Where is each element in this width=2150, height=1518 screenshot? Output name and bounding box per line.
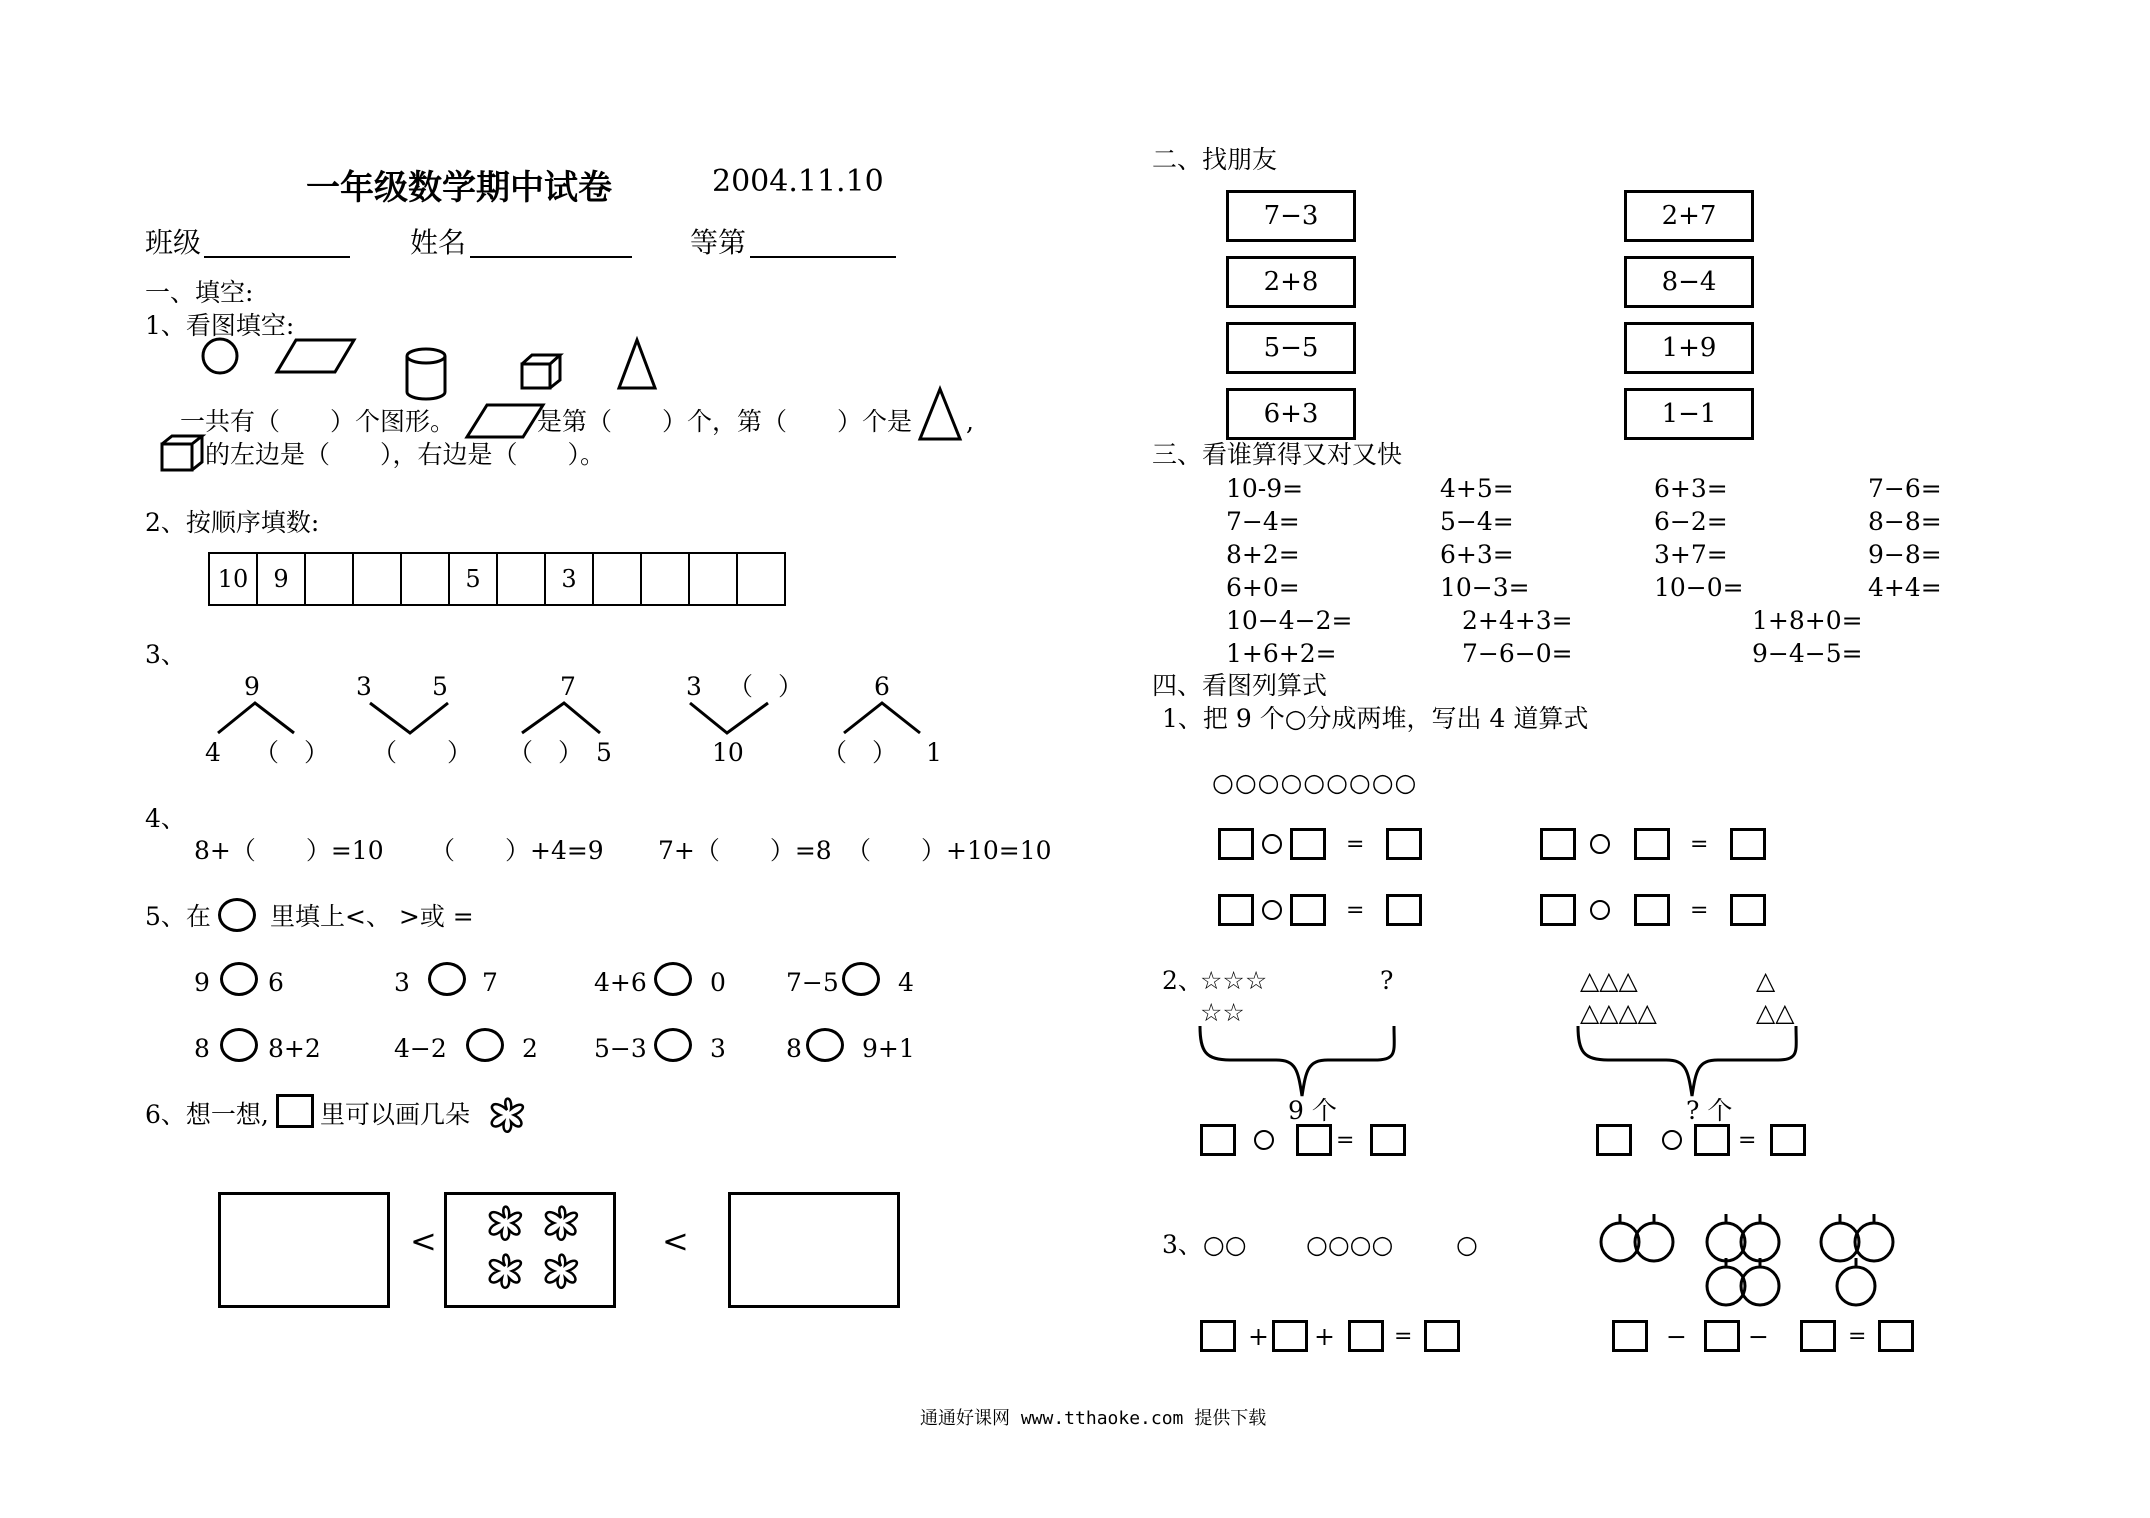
- calc-item[interactable]: 10−0=: [1654, 573, 1744, 602]
- seq-cell[interactable]: 3: [546, 554, 594, 604]
- friend-box-right[interactable]: 8−4: [1624, 256, 1754, 308]
- section-2-heading: 二、找朋友: [1152, 145, 1278, 174]
- footer-credit: 通通好课网 www.tthaoke.com 提供下载: [920, 1408, 1267, 1429]
- answer-square[interactable]: [1200, 1320, 1236, 1352]
- q6-label: 6、想一想,: [145, 1100, 269, 1129]
- q5-label: 5、在: [145, 902, 211, 931]
- cmp-right: 4: [898, 968, 914, 997]
- calc-item[interactable]: 6+3=: [1440, 540, 1514, 569]
- calc-item[interactable]: 8+2=: [1226, 540, 1300, 569]
- calc-item[interactable]: 10−3=: [1440, 573, 1530, 602]
- equals-sign: =: [1848, 1324, 1867, 1349]
- lt-sign-1: <: [410, 1222, 437, 1260]
- bond4-top-right[interactable]: （ ）: [728, 672, 804, 701]
- bond5-right: 1: [926, 738, 942, 767]
- cmp-right: 8+2: [268, 1034, 321, 1063]
- bond5-left[interactable]: （ ）: [822, 738, 898, 767]
- class-label: 班级: [145, 226, 202, 259]
- equals-sign: =: [1690, 898, 1709, 923]
- q1-sentence-c: ,: [966, 407, 974, 436]
- cmp-right: 6: [268, 968, 284, 997]
- calc-item[interactable]: 5−4=: [1440, 507, 1514, 536]
- calc-item[interactable]: 6−2=: [1654, 507, 1728, 536]
- seq-cell[interactable]: 9: [258, 554, 306, 604]
- calc-item[interactable]: 10-9=: [1226, 474, 1304, 503]
- plus-sign: +: [1314, 1322, 1335, 1351]
- calc-item[interactable]: 7−4=: [1226, 507, 1300, 536]
- bond1-top: 9: [244, 672, 260, 701]
- q2-label: 2、按顺序填数:: [145, 508, 320, 537]
- bond4-bottom: 10: [712, 738, 744, 767]
- calc-item[interactable]: 7−6−0=: [1462, 639, 1573, 668]
- name-label: 姓名: [410, 226, 467, 259]
- triangles-row-2: △△△△: [1580, 998, 1657, 1027]
- q4-item-1[interactable]: 8+（ ）=10: [194, 836, 384, 865]
- balloon-group-icon: [1590, 1206, 1920, 1310]
- bond5-top: 6: [874, 672, 890, 701]
- cmp-left: 8: [786, 1034, 802, 1063]
- cmp-left: 8: [194, 1034, 210, 1063]
- bond1-right[interactable]: （ ）: [254, 738, 330, 767]
- answer-square[interactable]: [1694, 1124, 1730, 1156]
- calc-item[interactable]: 6+0=: [1226, 573, 1300, 602]
- calc-item[interactable]: 2+4+3=: [1462, 606, 1573, 635]
- q4-item-2[interactable]: （ ）+4=9: [430, 836, 604, 865]
- calc-item[interactable]: 9−4−5=: [1752, 639, 1863, 668]
- q5-label-b: 里填上<、 >或 =: [270, 902, 474, 931]
- answer-square[interactable]: [1370, 1124, 1406, 1156]
- cmp-left: 4+6: [594, 968, 647, 997]
- cmp-left: 3: [394, 968, 410, 997]
- calc-item[interactable]: 1+6+2=: [1226, 639, 1337, 668]
- q1-sentence-a: 一共有（ ）个图形。: [180, 407, 456, 436]
- q3-label: 3、: [145, 640, 186, 669]
- s4-q1-label: 1、把 9 个○分成两堆，写出 4 道算式: [1162, 704, 1589, 733]
- calc-item[interactable]: 6+3=: [1654, 474, 1728, 503]
- single-circle: ○: [1456, 1230, 1478, 1259]
- answer-square[interactable]: [1200, 1124, 1236, 1156]
- answer-square[interactable]: [1596, 1124, 1632, 1156]
- answer-square[interactable]: [1424, 1320, 1460, 1352]
- answer-square[interactable]: [1770, 1124, 1806, 1156]
- cmp-left: 5−3: [594, 1034, 647, 1063]
- stars-row-1: ☆☆☆: [1200, 966, 1268, 995]
- answer-square[interactable]: [1704, 1320, 1740, 1352]
- friend-box-right[interactable]: 1−1: [1624, 388, 1754, 440]
- answer-square[interactable]: [1296, 1124, 1332, 1156]
- brace-right-icon: [1578, 1026, 1796, 1096]
- stars-row-2: ☆☆: [1200, 998, 1245, 1027]
- friend-box-left[interactable]: 5−5: [1226, 322, 1356, 374]
- q6-label-b: 里可以画几朵: [320, 1100, 471, 1129]
- answer-square[interactable]: [1348, 1320, 1384, 1352]
- s4-q3-label: 3、○○: [1162, 1230, 1247, 1259]
- minus-sign: −: [1748, 1322, 1769, 1351]
- q1-sentence-d: 的左边是（ ），右边是（ ）。: [205, 440, 606, 469]
- cmp-left: 7−5: [786, 968, 839, 997]
- seq-cell[interactable]: 10: [210, 554, 258, 604]
- answer-square[interactable]: [1800, 1320, 1836, 1352]
- cmp-right: 9+1: [862, 1034, 915, 1063]
- equals-sign: =: [1690, 832, 1709, 857]
- operator-circle[interactable]: [1254, 1130, 1274, 1150]
- answer-square[interactable]: [1612, 1320, 1648, 1352]
- equals-sign: =: [1336, 1128, 1355, 1153]
- triangles-row-3: △: [1756, 966, 1776, 995]
- seq-cell[interactable]: 5: [450, 554, 498, 604]
- total-label: 9 个: [1288, 1096, 1337, 1125]
- friend-box-right[interactable]: 1+9: [1624, 322, 1754, 374]
- equals-sign: =: [1738, 1128, 1757, 1153]
- plus-sign: +: [1248, 1322, 1269, 1351]
- cmp-left: 4−2: [394, 1034, 447, 1063]
- q1-sentence-b: 是第（ ）个，第（ ）个是: [537, 407, 913, 436]
- friend-box-right[interactable]: 2+7: [1624, 190, 1754, 242]
- friend-box-left[interactable]: 6+3: [1226, 388, 1356, 440]
- section-4-heading: 四、看图列算式: [1152, 671, 1328, 700]
- grade-label: 等第: [690, 226, 747, 259]
- q4-item-4[interactable]: （ ）+10=10: [846, 836, 1052, 865]
- q4-item-3[interactable]: 7+（ ）=8: [658, 836, 832, 865]
- bond3-top: 7: [560, 672, 576, 701]
- s4-q2-label: 2、: [1162, 966, 1203, 995]
- cmp-left: 9: [194, 968, 210, 997]
- cmp-right: 0: [710, 968, 726, 997]
- answer-square[interactable]: [1272, 1320, 1308, 1352]
- section-3-heading: 三、看谁算得又对又快: [1152, 440, 1403, 469]
- cmp-right: 2: [522, 1034, 538, 1063]
- q4-label: 4、: [145, 804, 186, 833]
- calc-item[interactable]: 1+8+0=: [1752, 606, 1863, 635]
- question-mark: ?: [1380, 966, 1394, 995]
- calc-item[interactable]: 7−6=: [1868, 474, 1942, 503]
- minus-sign: −: [1666, 1322, 1687, 1351]
- calc-item[interactable]: 4+4=: [1868, 573, 1942, 602]
- cmp-right: 3: [710, 1034, 726, 1063]
- exam-date: 2004.11.10: [712, 164, 884, 199]
- bond1-left: 4: [205, 738, 221, 767]
- calc-item[interactable]: 3+7=: [1654, 540, 1728, 569]
- equals-sign: =: [1346, 898, 1365, 923]
- bond4-top-left: 3: [686, 672, 702, 701]
- section-1-heading: 一、填空:: [145, 278, 254, 307]
- four-circles: ○○○○: [1306, 1230, 1394, 1259]
- brace-left-icon: [1200, 1026, 1394, 1096]
- nine-circles: ○○○○○○○○○: [1212, 768, 1418, 797]
- bond2-top-right: 5: [432, 672, 448, 701]
- triangles-row-1: △△△: [1580, 966, 1638, 995]
- calc-item[interactable]: 9−8=: [1868, 540, 1942, 569]
- total-label-2: ? 个: [1686, 1096, 1733, 1125]
- bond2-bottom[interactable]: （ ）: [372, 738, 473, 767]
- q1-label: 1、看图填空:: [145, 311, 295, 340]
- friend-box-left[interactable]: 7−3: [1226, 190, 1356, 242]
- calc-item[interactable]: 10−4−2=: [1226, 606, 1353, 635]
- answer-square[interactable]: [1878, 1320, 1914, 1352]
- bond3-left[interactable]: （ ）: [508, 738, 584, 767]
- cmp-right: 7: [482, 968, 498, 997]
- page-title: 一年级数学期中试卷: [306, 168, 612, 208]
- bond3-right: 5: [596, 738, 612, 767]
- equals-sign: =: [1394, 1324, 1413, 1349]
- triangles-row-4: △△: [1756, 998, 1795, 1027]
- operator-circle[interactable]: [1662, 1130, 1682, 1150]
- equals-sign: =: [1346, 832, 1365, 857]
- lt-sign-2: <: [662, 1222, 689, 1260]
- calc-item[interactable]: 8−8=: [1868, 507, 1942, 536]
- friend-box-left[interactable]: 2+8: [1226, 256, 1356, 308]
- calc-item[interactable]: 4+5=: [1440, 474, 1514, 503]
- bond2-top-left: 3: [356, 672, 372, 701]
